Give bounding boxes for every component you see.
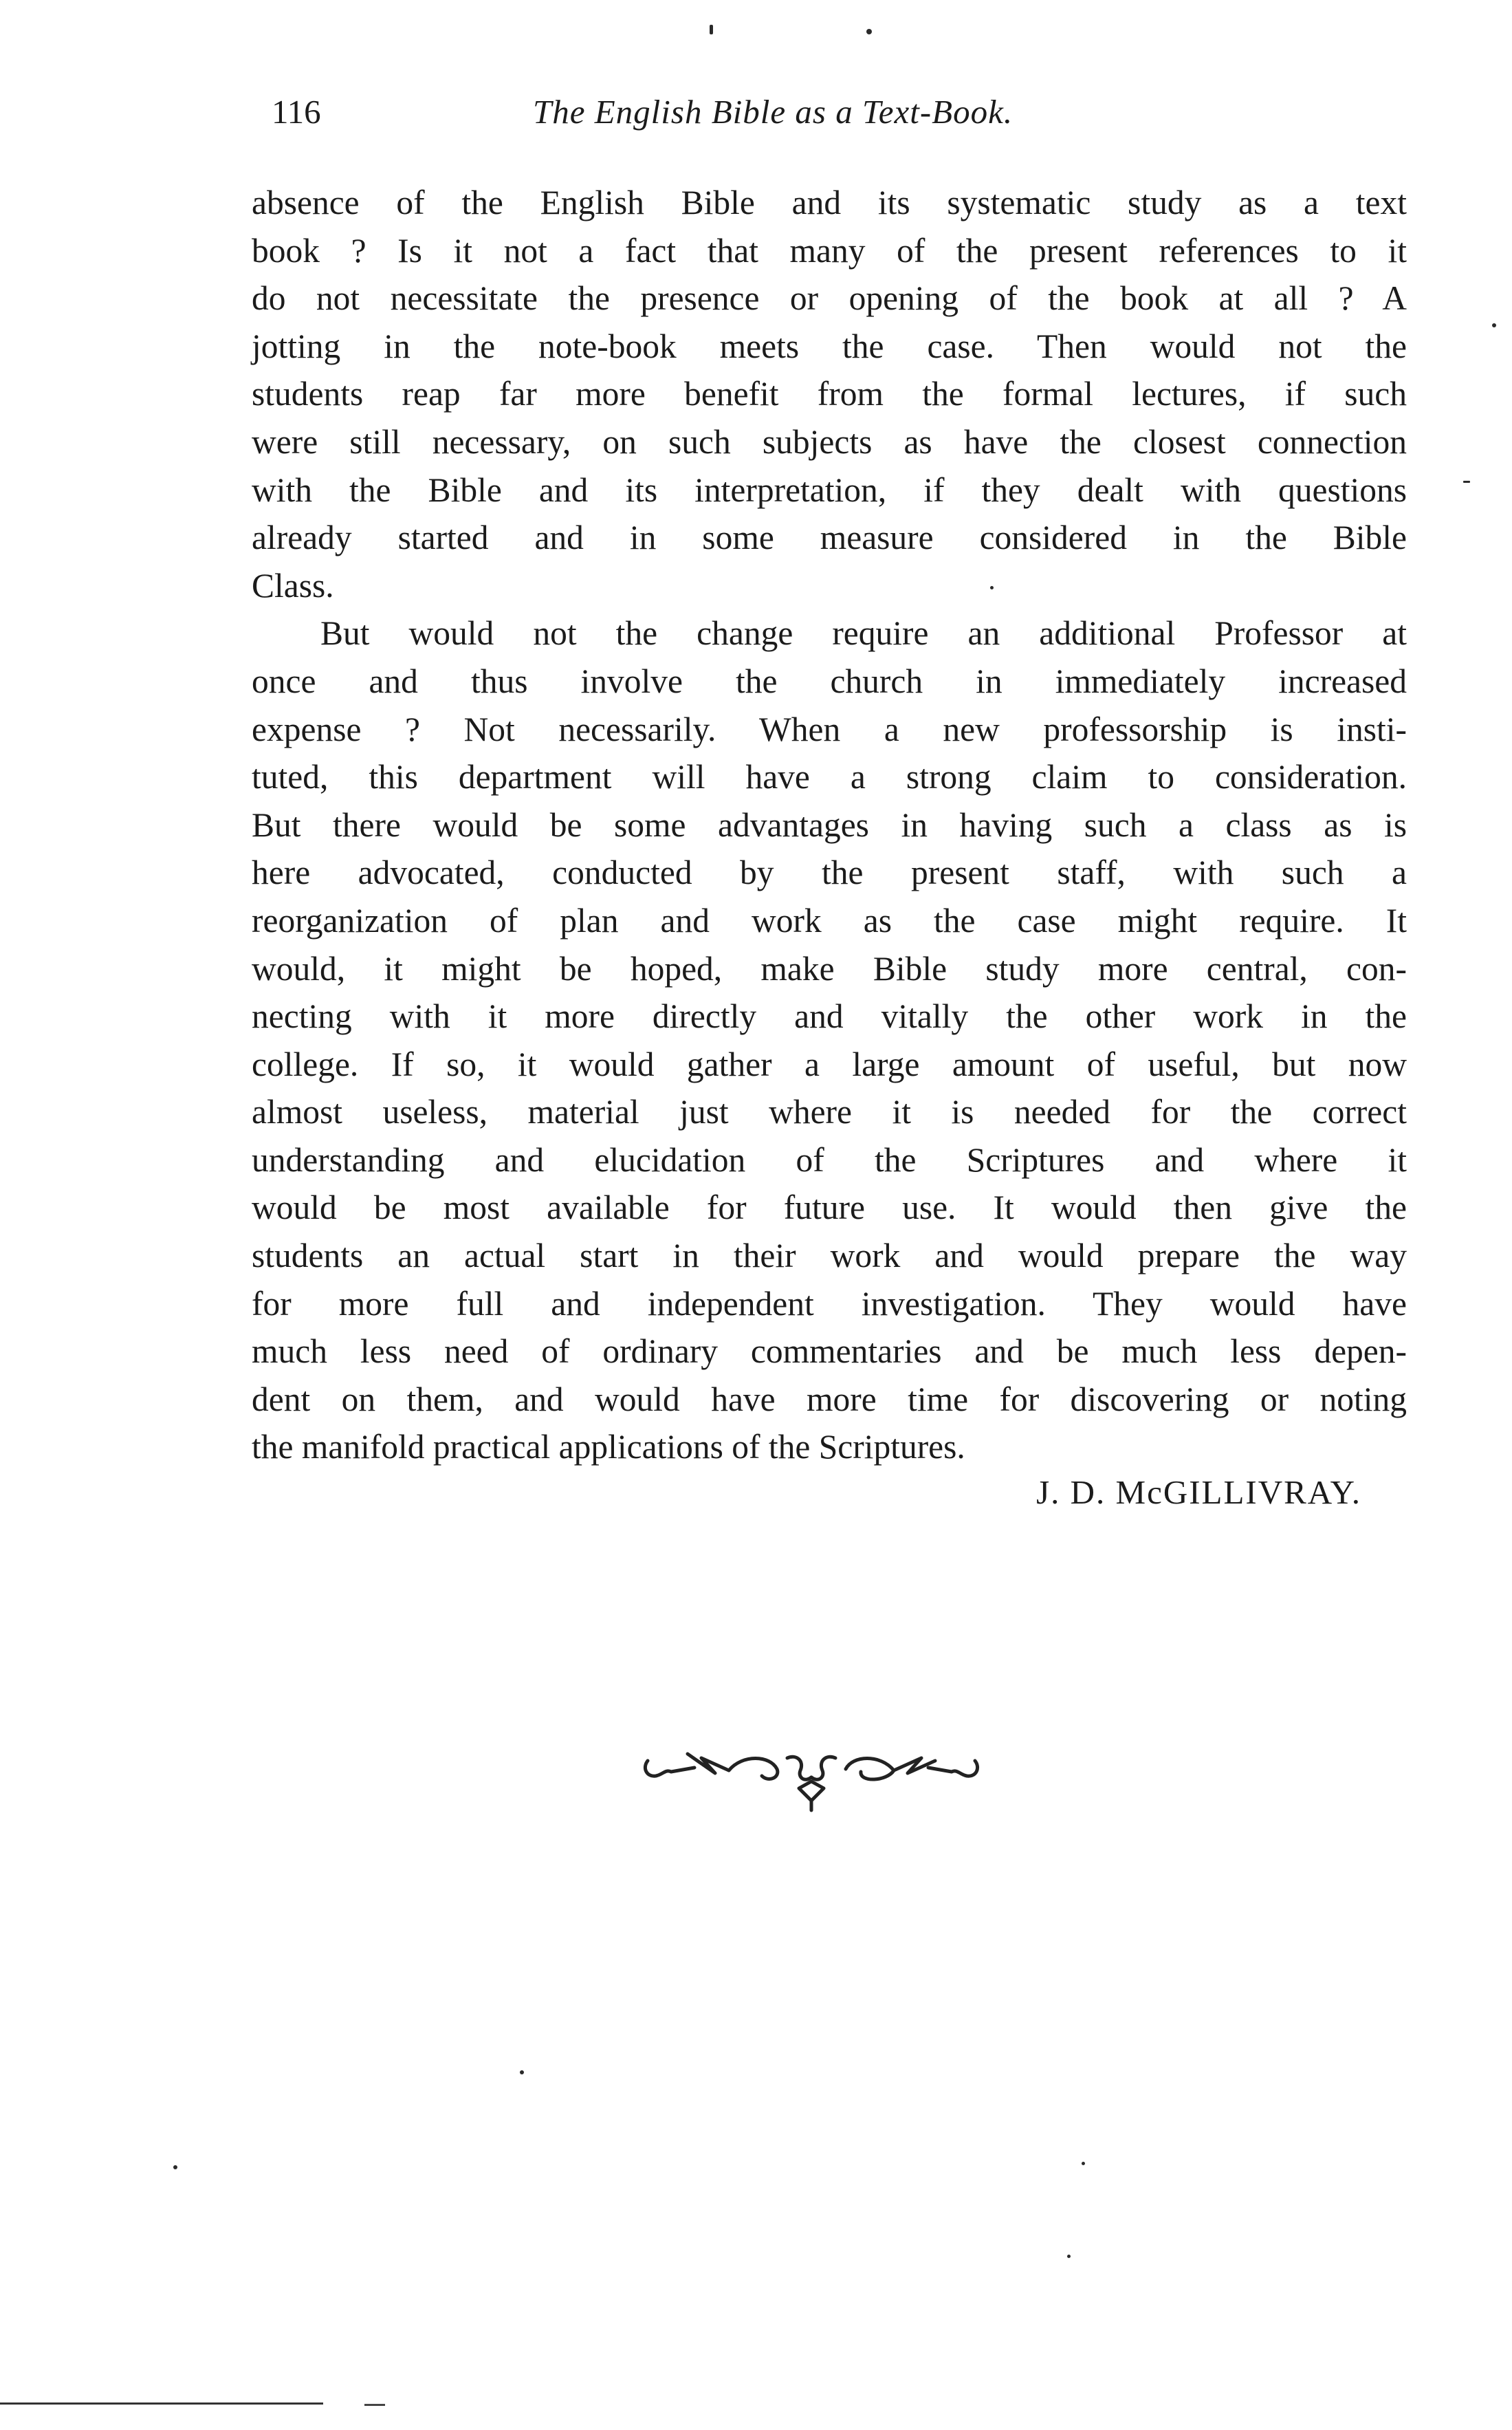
text-line: here advocated, conducted by the present staff, with such a	[252, 854, 1407, 892]
text-line: reorganization of plan and work as the case might require. It	[252, 901, 1407, 940]
text-line: Class.	[252, 566, 334, 605]
text-line: would, it might be hoped, make Bible study more central, con-	[252, 949, 1407, 988]
bottom-rule	[364, 2404, 385, 2406]
text-line: much less need of ordinary commentaries and be much less depen-	[252, 1332, 1407, 1371]
text-line: absence of the English Bible and its systematic study as a text	[252, 184, 1407, 221]
text-line: necting with it more directly and vitally the other work in the	[252, 997, 1407, 1036]
text-line: expense ? Not necessarily. When a new professorship is insti-	[252, 710, 1407, 748]
text-line: tuted, this department will have a strong claim to consideration.	[252, 758, 1407, 796]
text-line: students an actual start in their work and would prepare the way	[252, 1237, 1407, 1275]
page-speck	[173, 2165, 177, 2169]
text-line: college. If so, it would gather a large amount of useful, but now	[252, 1045, 1407, 1083]
tailpiece-ornament-icon	[639, 1733, 983, 1816]
text-line: jotting in the note-book meets the case. Then would not the	[252, 327, 1407, 365]
page-number: 116	[272, 93, 321, 131]
text-line: would be most available for future use. It would then give the	[252, 1189, 1407, 1227]
text-line: do not necessitate the presence or opening of the book at all ? A	[252, 279, 1407, 318]
text-line: But there would be some advantages in having such a class as is	[252, 805, 1407, 844]
page-speck	[866, 29, 872, 34]
page-speck	[1463, 481, 1470, 483]
page-speck	[1067, 2255, 1071, 2258]
bottom-rule	[0, 2402, 323, 2405]
text-line: book ? Is it not a fact that many of the present references to it	[252, 231, 1407, 270]
text-line: the manifold practical applications of the Scriptures.	[252, 1428, 965, 1466]
text-line: with the Bible and its interpretation, if they dealt with questions	[252, 470, 1407, 509]
text-line: understanding and elucidation of the Scriptures and where it	[252, 1140, 1407, 1179]
text-line: once and thus involve the church in immediately increased	[252, 662, 1407, 700]
text-line: for more full and independent investigation. They would have	[252, 1284, 1407, 1323]
body-text	[252, 179, 1407, 1471]
text-line: almost useless, material just where it is needed for the correct	[252, 1093, 1407, 1131]
running-title: The English Bible as a Text-Book.	[533, 93, 1014, 131]
text-line: But would not the change require an additional Professor at	[320, 614, 1407, 653]
author-signature: J. D. McGILLIVRAY.	[1036, 1473, 1361, 1511]
running-head	[272, 88, 1399, 136]
text-line: dent on them, and would have more time for discovering or noting	[252, 1380, 1407, 1418]
text-line: were still necessary, on such subjects as have the closest connection	[252, 422, 1407, 461]
page-speck	[990, 586, 994, 589]
text-line: already started and in some measure considered in the Bible	[252, 519, 1407, 557]
page-speck	[1082, 2162, 1085, 2165]
text-line: students reap far more benefit from the formal lectures, if such	[252, 375, 1407, 413]
page-speck	[520, 2070, 524, 2074]
page-speck	[710, 25, 713, 34]
page-speck	[1492, 323, 1496, 327]
